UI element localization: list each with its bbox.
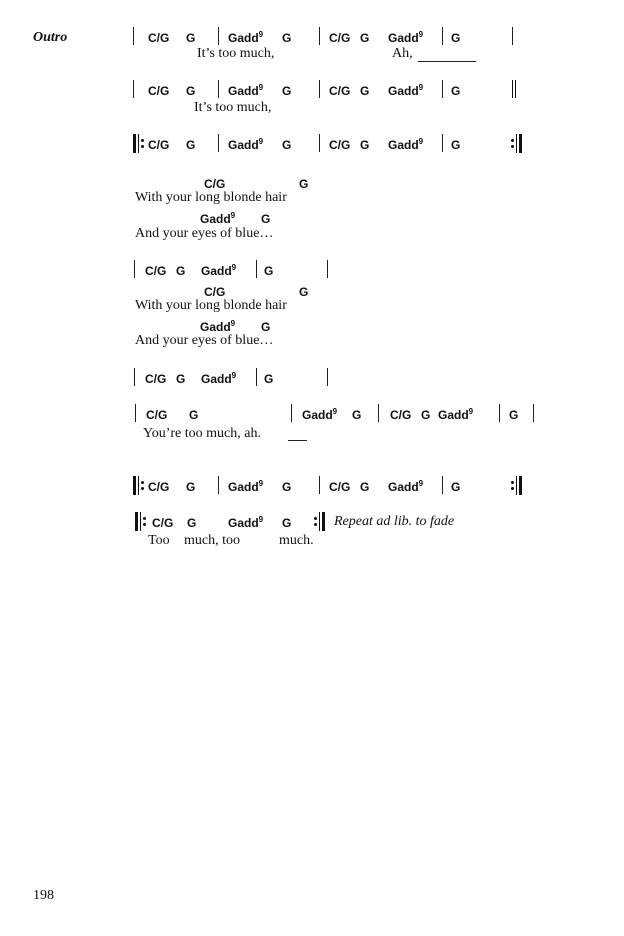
repeat-end-sign bbox=[511, 476, 523, 495]
chord: Gadd$^9$ bbox=[228, 479, 264, 494]
barline bbox=[218, 27, 219, 45]
chord: G bbox=[360, 138, 370, 152]
chord: G bbox=[264, 372, 274, 386]
chord: G bbox=[186, 31, 196, 45]
chord: C/G bbox=[145, 372, 167, 386]
chord: G bbox=[186, 480, 196, 494]
extender-line bbox=[418, 61, 476, 62]
barline bbox=[291, 404, 292, 422]
barline bbox=[533, 404, 534, 422]
chord: G bbox=[299, 285, 309, 299]
barline bbox=[134, 368, 135, 386]
chord: G bbox=[189, 408, 199, 422]
repeat-start-sign bbox=[133, 476, 145, 495]
chord: G bbox=[176, 264, 186, 278]
chord: C/G bbox=[329, 138, 351, 152]
chord: Gadd$^9$ bbox=[302, 407, 338, 422]
chord: G bbox=[261, 212, 271, 226]
chord: G bbox=[187, 516, 197, 530]
lyric: And your eyes of blue… bbox=[135, 226, 274, 241]
barline bbox=[256, 368, 257, 386]
chord: G bbox=[282, 138, 292, 152]
lyric: And your eyes of blue… bbox=[135, 333, 274, 348]
barline bbox=[133, 80, 134, 98]
lyric: much, too bbox=[184, 533, 240, 548]
repeat-end-sign bbox=[511, 134, 523, 153]
repeat-start-sign bbox=[135, 512, 147, 531]
barline bbox=[135, 404, 136, 422]
barline bbox=[319, 476, 320, 494]
chord: C/G bbox=[148, 138, 170, 152]
chord: G bbox=[360, 31, 370, 45]
lyric: much. bbox=[279, 533, 314, 548]
barline bbox=[442, 476, 443, 494]
performance-direction: Repeat ad lib. to fade bbox=[334, 514, 455, 529]
lyric: Too bbox=[148, 533, 170, 548]
chord: C/G bbox=[148, 31, 170, 45]
chord: G bbox=[421, 408, 431, 422]
chord: Gadd$^9$ bbox=[438, 407, 474, 422]
chord: G bbox=[451, 138, 461, 152]
lyric: You’re too much, ah. bbox=[143, 426, 261, 441]
chord: Gadd$^9$ bbox=[201, 263, 237, 278]
chord: C/G bbox=[390, 408, 412, 422]
barline bbox=[319, 80, 320, 98]
lyric: With your long blonde hair bbox=[135, 298, 287, 313]
chord: C/G bbox=[148, 480, 170, 494]
barline bbox=[442, 134, 443, 152]
barline bbox=[327, 368, 328, 386]
chord: Gadd$^9$ bbox=[200, 211, 236, 226]
barline bbox=[378, 404, 379, 422]
barline bbox=[499, 404, 500, 422]
barline bbox=[256, 260, 257, 278]
chord: C/G bbox=[329, 480, 351, 494]
chord: G bbox=[451, 31, 461, 45]
section-label: Outro bbox=[33, 30, 68, 45]
page-number: 198 bbox=[33, 888, 54, 903]
chord: Gadd$^9$ bbox=[228, 515, 264, 530]
barline bbox=[319, 27, 320, 45]
chord: G bbox=[176, 372, 186, 386]
chord: C/G bbox=[329, 84, 351, 98]
chord: G bbox=[360, 84, 370, 98]
chord: G bbox=[282, 84, 292, 98]
chord: G bbox=[451, 480, 461, 494]
chord: G bbox=[186, 138, 196, 152]
chord: Gadd$^9$ bbox=[388, 83, 424, 98]
lyric: Ah, bbox=[392, 46, 413, 61]
chord: G bbox=[299, 177, 309, 191]
barline bbox=[512, 27, 513, 45]
chord: Gadd$^9$ bbox=[388, 137, 424, 152]
barline bbox=[218, 80, 219, 98]
chord: C/G bbox=[146, 408, 168, 422]
chord: G bbox=[282, 480, 292, 494]
chord: Gadd$^9$ bbox=[228, 30, 264, 45]
chord: Gadd$^9$ bbox=[228, 137, 264, 152]
chord: Gadd$^9$ bbox=[388, 479, 424, 494]
repeat-end-sign bbox=[314, 512, 326, 531]
barline bbox=[327, 260, 328, 278]
chord: C/G bbox=[145, 264, 167, 278]
barline bbox=[319, 134, 320, 152]
chord: C/G bbox=[148, 84, 170, 98]
chord: G bbox=[451, 84, 461, 98]
chord: G bbox=[509, 408, 519, 422]
lyric: It’s too much, bbox=[197, 46, 275, 61]
chord: G bbox=[282, 31, 292, 45]
barline bbox=[442, 27, 443, 45]
extender-line bbox=[288, 440, 307, 441]
chord: C/G bbox=[204, 177, 226, 191]
barline bbox=[133, 27, 134, 45]
chord: G bbox=[282, 516, 292, 530]
chord: C/G bbox=[329, 31, 351, 45]
barline bbox=[218, 134, 219, 152]
repeat-start-sign bbox=[133, 134, 145, 153]
lyric: It’s too much, bbox=[194, 100, 272, 115]
chord: Gadd$^9$ bbox=[228, 83, 264, 98]
chord: G bbox=[352, 408, 362, 422]
chord: Gadd$^9$ bbox=[388, 30, 424, 45]
chord: G bbox=[264, 264, 274, 278]
chord: G bbox=[360, 480, 370, 494]
lyric: With your long blonde hair bbox=[135, 190, 287, 205]
barline bbox=[134, 260, 135, 278]
chord: G bbox=[261, 320, 271, 334]
chord: Gadd$^9$ bbox=[201, 371, 237, 386]
double-barline bbox=[512, 80, 517, 98]
chord: Gadd$^9$ bbox=[200, 319, 236, 334]
chord: C/G bbox=[204, 285, 226, 299]
barline bbox=[442, 80, 443, 98]
barline bbox=[218, 476, 219, 494]
chord: C/G bbox=[152, 516, 174, 530]
chord: G bbox=[186, 84, 196, 98]
